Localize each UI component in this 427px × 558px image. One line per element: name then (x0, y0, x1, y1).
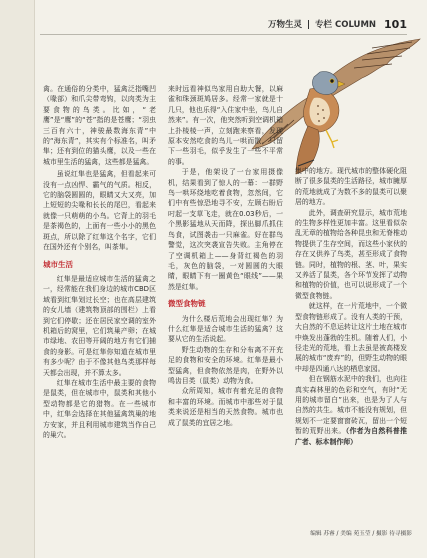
column-label: 专栏 COLUMN (315, 20, 377, 30)
paragraph: 就这样，在一片荒地中，一个微型食物链形成了。没有人类的干预，大自然的不息运转让这片土地在城市中焕发出蓬勃的生机。随着人们，小径走光的荒地，看上去虽是被高楼发展的城市“废弃”的，但野生动物的眼中却是四通八达的栖息家园。 (295, 302, 407, 373)
paragraph: 红隼在城市生活中最主要的食物是鼠类，但在城市中，鼠类和其他小型动物都是它的猎物。在一些城市中，红隼会选择在其他猛禽筑巢的地方安家，并且利用城市建筑当作自己的巢穴。 (43, 378, 156, 439)
paragraph: 集中的地方。现代城市的整体硬化阻断了很多鼠类的生活路径，城市臃厚的荒地就成了为数不多的鼠类可以聚居的地方。 (295, 167, 407, 207)
margin-strip (0, 0, 34, 558)
text-column-1 (43, 84, 156, 440)
section-heading-food-chain: 微型食物链 (168, 299, 206, 309)
header-divider (308, 20, 309, 29)
paragraph: 此外，调查研究显示，城市荒地的生物多样性更加丰富。这里看似杂乱无章的植物给各种昆虫和无脊椎动物提供了生存空间，而这些小家伙的存在又供养了鸟类，甚至形成了食物链。同时，植物的根、茎、叶，果实又养活了鼠类，各个环节发挥了动物和植物的价值，也可以说形成了一个微型食物链。 (295, 208, 407, 300)
margin-divider (34, 0, 35, 558)
paragraph: 野生动物的生存和分布离不开充足的食物和安全的环境。红隼是最小型猛禽，但食物依然是肉，在野外以鸣齿目类（鼠类）动物为食。 (168, 345, 283, 385)
paragraph: 为什么楼后荒地会出现红隼？为什么红隼是适合城市生活的猛禽？这要从它的生活说起。 (168, 314, 283, 344)
page-number: 101 (384, 17, 407, 31)
talons (326, 130, 338, 148)
bird-head (312, 72, 338, 95)
paragraph (295, 374, 407, 447)
paragraph: 虽说红隼也是猛禽，但看起来可没有一点凶悍、霸气的气质。相反，它的脑袋圆圆的，眼睛又大又亮，加上短短的尖喙和长长的尾巴，看起来就像一只萌萌的小鸟。它背上的羽毛是茶褐色的，上面有一些小小的黑色斑点，所以除了红隼这个名字，它们在国外还有个别名，叫茶隼。 (43, 170, 156, 252)
author-note: （作者为自然科普推广者、标本制作师） (295, 427, 407, 446)
paragraph: 于是，他架设了一台家用摄像机，结果看到了惊人的一幕：一群野鸟一哄环绕地吃着食物，忽然间，它们中有些惊恐地寻不安，左顾右盼后叼起一支草飞走，就在0.03秒后，一个黑影猛地从天而降，探出脚爪抓住鸟食，试图袭击一只麻雀。好在群鸟警觉，这次突袭宣告失败。主角停在了空调机箱上——身背红褐色的羽毛，灰色的脑袋，一对圆圆的大眼睛，眼睛下有一圈黄色“眼线”——果然是红隼。 (168, 168, 283, 291)
credits-line: 编辑 苏睿 / 美编 苑玉莹 / 摄影 待寻摄影 (310, 531, 412, 537)
section-brand: 万物生灵 (268, 20, 303, 30)
paragraph: 红隼是最适应城市生活的猛禽之一，经常能在我们身边的城市CBD区域看到红隼划过长空；也在高层建筑的女儿墙（建筑物顶部的围栏）上看到它们停歇；还在居民家空调的室外机箱后的窝里，它们筑巢产卵；在城市绿地、农田等开阔的地方有它们捕食的身影。可是红隼你知道在城市里有多少呢？由于不像其他鸟类那样每天都会出现，并不算太多。 (43, 274, 156, 377)
paragraph: 众所周知，城市有着充足的食物和丰富的环境。而城市中那些对于鼠类来说还是相当的天然食物。城市也成了鼠类的宜居之地。 (168, 387, 283, 427)
paragraph-body: 但在钢筋水泥中的我们，也向往真实森林里的色彩和空气，有时“无用的城市留白”出来，也是为了人与自然的共生。城市不能没有规划，但规划不一定要窗窗砖瓦，留出一个短暂的荒野出来。 (295, 375, 407, 436)
text-column-3 (295, 166, 407, 447)
page-header (268, 16, 407, 32)
section-heading-city-life: 城市生活 (43, 259, 73, 269)
paragraph: 来时远看神似鸟家用自助大餐，以麻雀和珠颈斑鸠居多。经常一家就是十几只，他也乐得“入住家中坐，鸟儿自然来”。有一次，他突然听到空调机箱上扑棱棱一声，立刻跑来察看，发现原本安然吃食的鸟儿一哄而散，只留下一些羽毛，似乎发生了一些不平常的事。 (168, 85, 283, 166)
text-column-2 (168, 84, 283, 428)
bird-eye (330, 79, 334, 83)
paragraph: 禽。在通俗的分类中，猛禽泛指嘴凹（喙部）和爪尖带弯钩，以肉类为主要食物的鸟类。比如，“老鹰”是“鹰”的“苍”指的是苍鹰；“羽虫三百有六十，神骏最数海东青”中的“海东青”，其实有个标准名，叫矛隼；还有到位的猫头鹰，以及一些在城市里生活的猛禽，这些都是猛禽。 (43, 85, 156, 166)
